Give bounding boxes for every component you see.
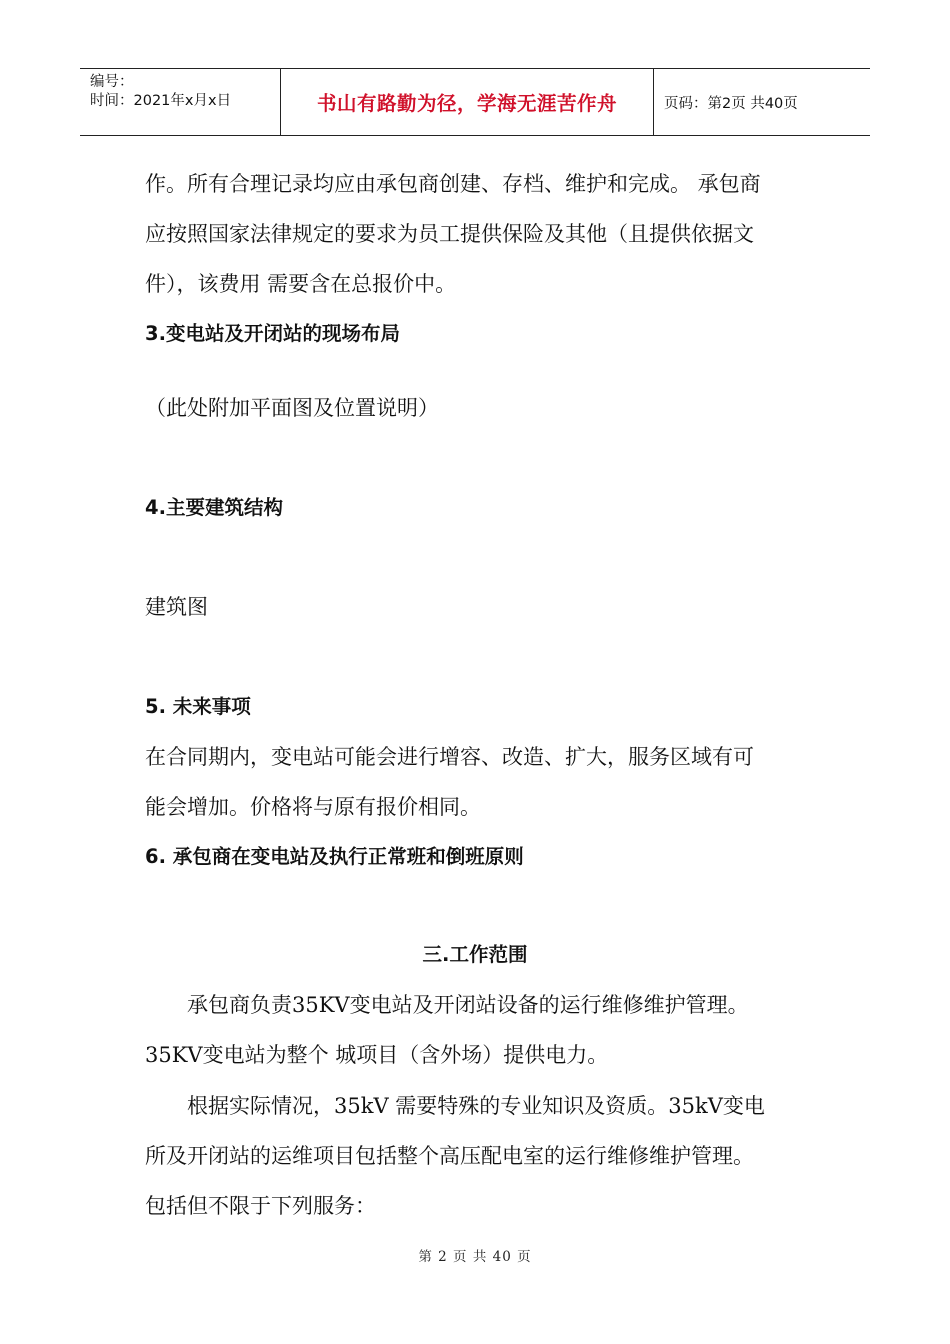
paragraph-line: 应按照国家法律规定的要求为员工提供保险及其他（且提供依据文 (145, 222, 754, 246)
section-heading-4: 4.主要建筑结构 (145, 496, 283, 519)
section-heading-3: 3.变电站及开闭站的现场布局 (145, 322, 400, 345)
section-heading-6: 6. 承包商在变电站及执行正常班和倒班原则 (145, 845, 524, 868)
paragraph-line: 作。所有合理记录均应由承包商创建、存档、维护和完成。 承包商 (145, 172, 761, 196)
paragraph-line: 35KV变电站为整个 城项目（含外场）提供电力。 (145, 1043, 609, 1067)
doc-time-label: 时间：2021年x月x日 (90, 93, 232, 109)
header-motto: 书山有路勤为径，学海无涯苦作舟 (281, 69, 654, 135)
paragraph-line: 承包商负责35KV变电站及开闭站设备的运行维修维护管理。 (187, 993, 749, 1017)
paragraph-line: 包括但不限于下列服务： (145, 1194, 376, 1218)
paragraph-line: 在合同期内，变电站可能会进行增容、改造、扩大，服务区域有可 (145, 745, 754, 769)
doc-number-label: 编号： (90, 74, 134, 90)
page-footer: 第 2 页 共 40 页 (418, 1249, 532, 1265)
paragraph-line: 所及开闭站的运维项目包括整个高压配电室的运行维修维护管理。 (145, 1144, 754, 1168)
paragraph-line: 件），该费用 需要含在总报价中。 (145, 272, 457, 296)
paragraph-line: 能会增加。价格将与原有报价相同。 (145, 795, 481, 819)
chapter-title: 三.工作范围 (422, 943, 528, 966)
header-meta-cell (80, 69, 281, 135)
building-drawing-label: 建筑图 (145, 595, 208, 619)
header-page-code: 页码：第2页 共40页 (664, 95, 798, 112)
layout-note: （此处附加平面图及位置说明） (145, 396, 439, 420)
paragraph-line: 根据实际情况，35kV 需要特殊的专业知识及资质。35kV变电 (187, 1094, 765, 1118)
section-heading-5: 5. 未来事项 (145, 695, 251, 718)
page-header (80, 68, 870, 136)
